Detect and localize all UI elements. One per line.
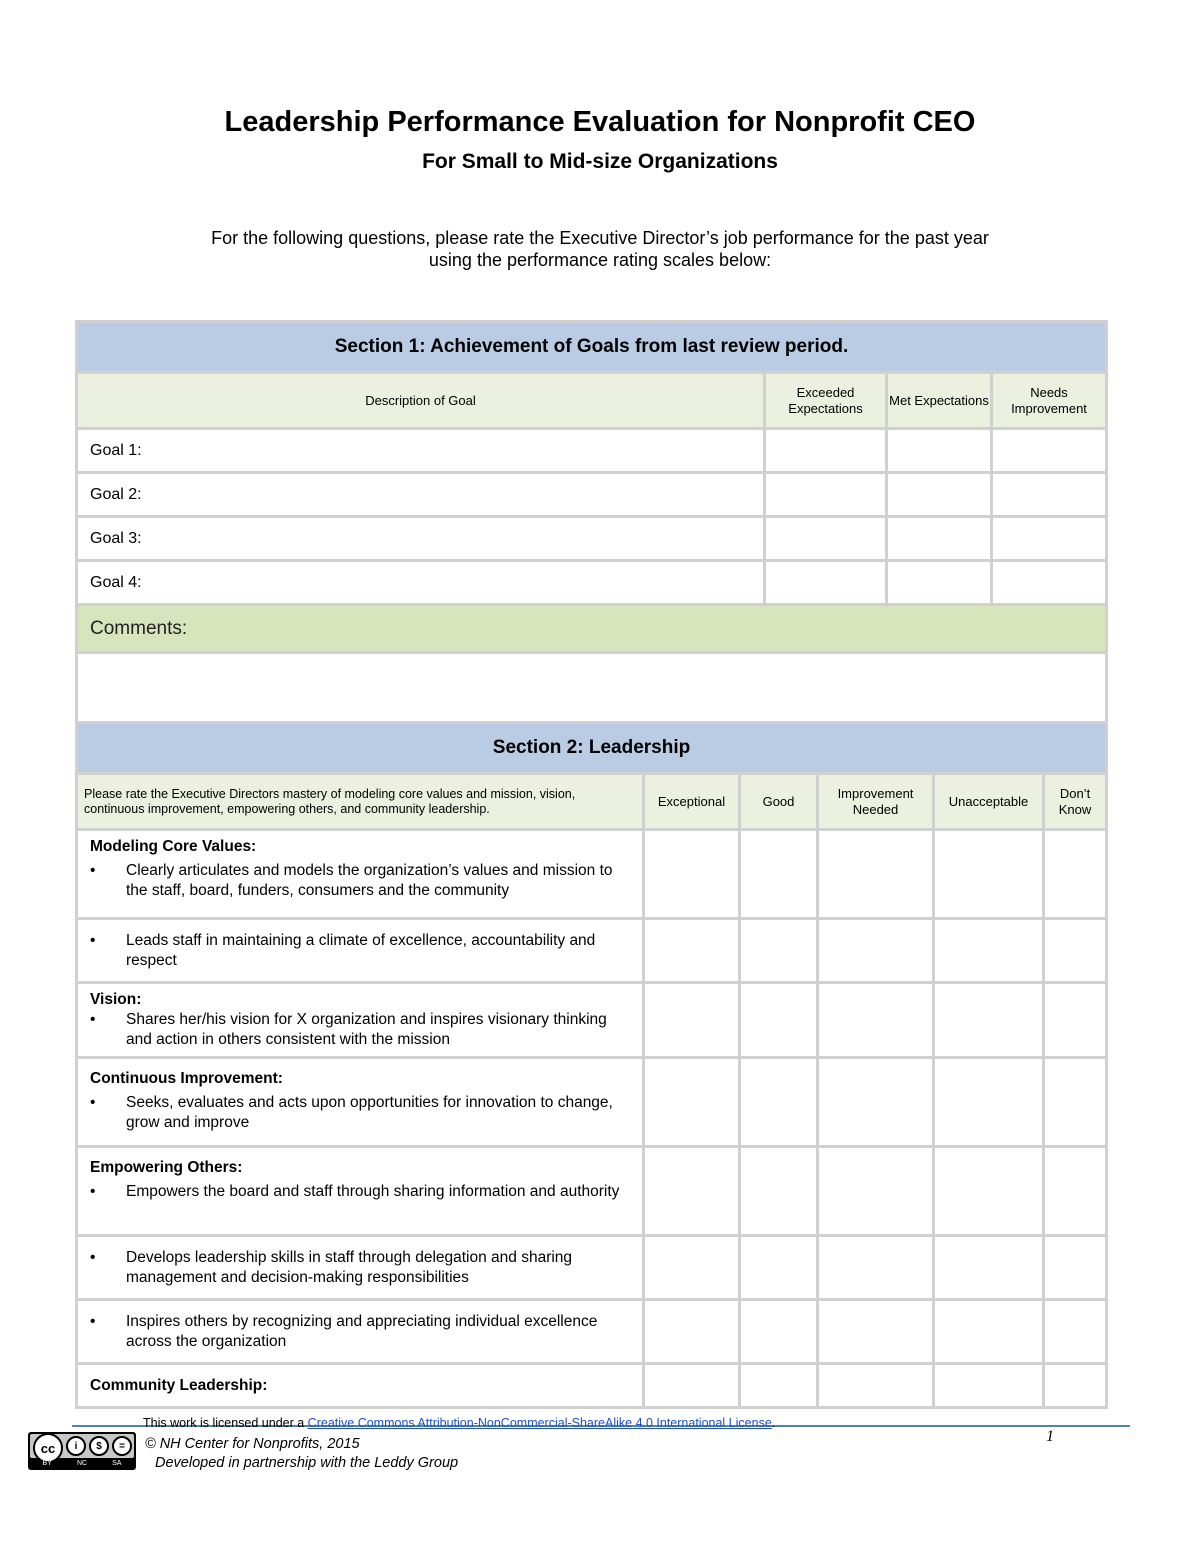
- rating-cell[interactable]: [992, 561, 1107, 605]
- rating-cell[interactable]: [644, 919, 740, 983]
- criterion-text: Leads staff in maintaining a climate of excellence, accountability and respect: [126, 931, 596, 969]
- criterion-row: [77, 983, 1107, 1058]
- rating-cell[interactable]: [934, 919, 1044, 983]
- license-notice: [143, 1416, 775, 1430]
- col-unacceptable: Unacceptable: [934, 774, 1044, 830]
- partnership-text: Developed in partnership with the Leddy Group: [155, 1455, 459, 1471]
- rating-cell[interactable]: [644, 1364, 740, 1408]
- criterion-cell: [77, 1058, 644, 1147]
- copyright-text: © NH Center for Nonprofits, 2015: [145, 1436, 360, 1452]
- criterion-heading: Empowering Others:: [90, 1159, 243, 1176]
- rating-cell[interactable]: [740, 1058, 818, 1147]
- goal-row: [77, 517, 1107, 561]
- document-subtitle: For Small to Mid-size Organizations: [422, 150, 778, 173]
- criterion-heading: Modeling Core Values:: [90, 838, 257, 855]
- bullet-icon: •: [90, 1011, 96, 1028]
- rating-cell[interactable]: [818, 1364, 934, 1408]
- rating-cell[interactable]: [934, 1300, 1044, 1364]
- rating-cell[interactable]: [740, 1147, 818, 1236]
- rating-cell[interactable]: [740, 1236, 818, 1300]
- rating-cell[interactable]: [887, 429, 992, 473]
- criterion-cell: [77, 983, 644, 1058]
- goal-label[interactable]: Goal 4:: [77, 561, 765, 605]
- intro-line-1: For the following questions, please rate the Executive Director’s job performance for the past year: [211, 228, 989, 248]
- comments-label: Comments:: [77, 605, 1107, 653]
- col-dont-know: Don’t Know: [1044, 774, 1107, 830]
- goal-label[interactable]: Goal 2:: [77, 473, 765, 517]
- criterion-row: [77, 1236, 1107, 1300]
- rating-cell[interactable]: [1044, 1147, 1107, 1236]
- col-needs-improvement: Needs Improvement: [992, 373, 1107, 429]
- rating-cell[interactable]: [818, 983, 934, 1058]
- criterion-row: [77, 1300, 1107, 1364]
- criterion-row: [77, 1364, 1107, 1408]
- rating-cell[interactable]: [644, 1236, 740, 1300]
- col-improvement-needed: Improvement Needed: [818, 774, 934, 830]
- rating-cell[interactable]: [740, 983, 818, 1058]
- rating-cell[interactable]: [818, 1300, 934, 1364]
- criterion-text: Shares her/his vision for X organization and inspires visionary thinking and action in others consistent with the mission: [126, 1011, 607, 1048]
- cc-icon: cc: [33, 1433, 63, 1463]
- rating-cell[interactable]: [887, 561, 992, 605]
- rating-cell[interactable]: [740, 1364, 818, 1408]
- creative-commons-badge-icon[interactable]: [28, 1432, 136, 1470]
- rating-cell[interactable]: [765, 473, 887, 517]
- criterion-text: Seeks, evaluates and acts upon opportunities for innovation to change, grow and improve: [126, 1094, 613, 1131]
- rating-cell[interactable]: [765, 429, 887, 473]
- col-exceeded-expectations: Exceeded Expectations: [765, 373, 887, 429]
- criterion-heading: Continuous Improvement:: [90, 1070, 283, 1087]
- goal-row: [77, 473, 1107, 517]
- noncommercial-icon: $: [89, 1436, 109, 1456]
- rating-cell[interactable]: [1044, 830, 1107, 919]
- criterion-heading: Community Leadership:: [90, 1376, 268, 1394]
- criterion-text: Inspires others by recognizing and appreciating individual excellence across the organization: [126, 1312, 598, 1350]
- badge-nc-label: NC: [76, 1460, 88, 1467]
- criterion-text: Clearly articulates and models the organization’s values and mission to the staff, board, funders, consumers and the community: [126, 862, 613, 899]
- criterion-row: [77, 919, 1107, 983]
- criterion-row: [77, 830, 1107, 919]
- comments-field[interactable]: [77, 653, 1107, 724]
- rating-cell[interactable]: [887, 517, 992, 561]
- rating-cell[interactable]: [818, 1236, 934, 1300]
- criterion-cell: [77, 1300, 644, 1364]
- rating-cell[interactable]: [992, 473, 1107, 517]
- copyright-block: [145, 1435, 458, 1473]
- bullet-icon: •: [90, 1094, 96, 1111]
- col-description-of-goal: Description of Goal: [77, 373, 765, 429]
- rating-cell[interactable]: [644, 830, 740, 919]
- rating-cell[interactable]: [934, 1364, 1044, 1408]
- rating-cell[interactable]: [740, 1300, 818, 1364]
- criterion-text: Empowers the board and staff through sharing information and authority: [126, 1183, 620, 1200]
- rating-cell[interactable]: [1044, 1364, 1107, 1408]
- rating-cell[interactable]: [934, 830, 1044, 919]
- goal-row: [77, 429, 1107, 473]
- rating-cell[interactable]: [644, 1147, 740, 1236]
- col-met-expectations: Met Expectations: [887, 373, 992, 429]
- rating-cell[interactable]: [992, 429, 1107, 473]
- rating-cell[interactable]: [740, 830, 818, 919]
- col-good: Good: [740, 774, 818, 830]
- rating-cell[interactable]: [992, 517, 1107, 561]
- goal-label[interactable]: Goal 3:: [77, 517, 765, 561]
- document-title: Leadership Performance Evaluation for Nonprofit CEO: [224, 106, 976, 138]
- section2-description: Please rate the Executive Directors mastery of modeling core values and mission, vision, continuous improvement, empowering others, and community leadership.: [77, 774, 644, 830]
- rating-cell[interactable]: [1044, 1058, 1107, 1147]
- rating-cell[interactable]: [818, 919, 934, 983]
- criterion-cell: [77, 1236, 644, 1300]
- rating-cell[interactable]: [1044, 1236, 1107, 1300]
- col-exceptional: Exceptional: [644, 774, 740, 830]
- rating-cell[interactable]: [818, 1058, 934, 1147]
- criterion-cell: [77, 830, 644, 919]
- license-suffix: .: [771, 1416, 776, 1430]
- rating-cell[interactable]: [934, 1058, 1044, 1147]
- page-number: 1: [1046, 1428, 1054, 1445]
- rating-cell[interactable]: [765, 561, 887, 605]
- bullet-icon: •: [90, 1248, 96, 1266]
- rating-cell[interactable]: [1044, 919, 1107, 983]
- attribution-icon: i: [66, 1436, 86, 1456]
- bullet-icon: •: [90, 1183, 96, 1200]
- section2-table: [75, 721, 1108, 1409]
- criterion-heading: Vision:: [90, 991, 142, 1008]
- badge-by-label: BY: [42, 1460, 52, 1467]
- intro-line-2: using the performance rating scales below:: [428, 250, 772, 270]
- license-link[interactable]: Creative Commons Attribution-NonCommercial-ShareAlike 4.0 International License: [307, 1416, 772, 1430]
- rating-cell[interactable]: [740, 919, 818, 983]
- rating-cell[interactable]: [818, 1147, 934, 1236]
- section1-table: [75, 320, 1108, 725]
- rating-cell[interactable]: [934, 983, 1044, 1058]
- rating-cell[interactable]: [887, 473, 992, 517]
- intro-text: [150, 227, 1050, 271]
- rating-cell[interactable]: [934, 1236, 1044, 1300]
- badge-sa-label: SA: [112, 1460, 122, 1467]
- rating-cell[interactable]: [1044, 983, 1107, 1058]
- rating-cell[interactable]: [818, 830, 934, 919]
- goal-label[interactable]: Goal 1:: [77, 429, 765, 473]
- rating-cell[interactable]: [644, 983, 740, 1058]
- rating-cell[interactable]: [644, 1058, 740, 1147]
- criterion-text: Develops leadership skills in staff through delegation and sharing management and decision-making responsibilities: [126, 1248, 573, 1286]
- criterion-cell: [77, 1147, 644, 1236]
- goal-row: [77, 561, 1107, 605]
- criterion-cell: [77, 1364, 644, 1408]
- bullet-icon: •: [90, 1312, 96, 1330]
- sharealike-icon: =: [112, 1436, 132, 1456]
- rating-cell[interactable]: [934, 1147, 1044, 1236]
- bullet-icon: •: [90, 931, 96, 949]
- section1-title: Section 1: Achievement of Goals from last review period.: [77, 322, 1107, 373]
- bullet-icon: •: [90, 862, 96, 879]
- criterion-cell: [77, 919, 644, 983]
- criterion-row: [77, 1058, 1107, 1147]
- section2-title: Section 2: Leadership: [77, 723, 1107, 774]
- criterion-row: [77, 1147, 1107, 1236]
- rating-cell[interactable]: [644, 1300, 740, 1364]
- license-prefix: This work is licensed under a: [143, 1416, 305, 1430]
- rating-cell[interactable]: [1044, 1300, 1107, 1364]
- rating-cell[interactable]: [765, 517, 887, 561]
